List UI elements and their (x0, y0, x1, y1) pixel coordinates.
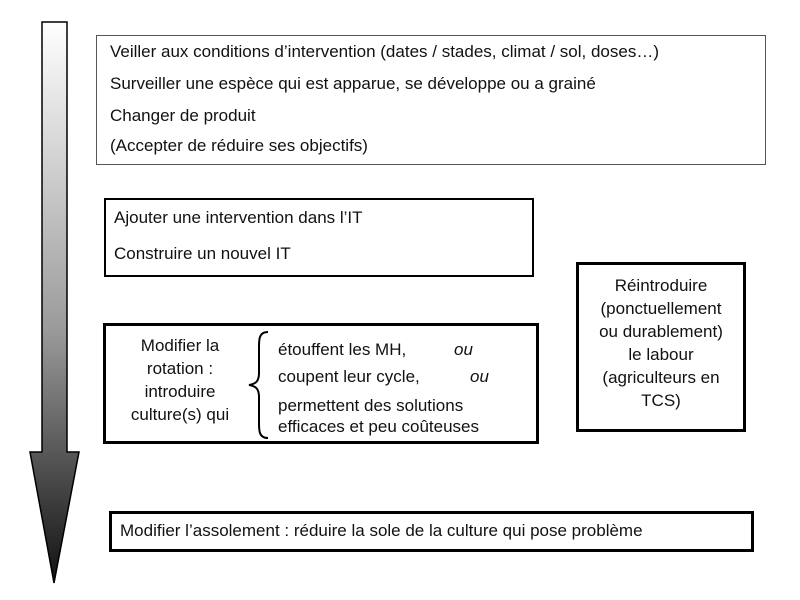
or-word-1: ou (454, 340, 473, 359)
conditions-line-1: Veiller aux conditions d’intervention (dates / stades, climat / sol, doses…) (110, 42, 659, 61)
labour-line-2: (ponctuellement (600, 299, 722, 318)
or-word-2: ou (470, 367, 489, 386)
labour-line-5: (agriculteurs en (602, 368, 720, 387)
labour-line-6: TCS) (641, 391, 681, 410)
labour-line-4: le labour (628, 345, 694, 364)
assolement-text: Modifier l’assolement : réduire la sole de la culture qui pose problème (120, 521, 643, 540)
rotation-item-2: coupent leur cycle, (278, 367, 420, 386)
rotation-box (103, 323, 539, 444)
rotation-item-3: permettent des solutions (278, 396, 464, 415)
labour-box (576, 262, 746, 432)
rotation-label-line-4: culture(s) qui (130, 405, 230, 424)
assolement-box (109, 511, 754, 552)
gradient-arrow (0, 0, 90, 600)
intervention-line-1: Ajouter une intervention dans l’IT (114, 208, 363, 227)
rotation-label-line-2: rotation : (146, 359, 214, 378)
labour-line-3: ou durablement) (599, 322, 723, 341)
conditions-box (96, 35, 766, 165)
conditions-line-3: Changer de produit (110, 106, 256, 125)
conditions-line-2: Surveiller une espèce qui est apparue, se développe ou a grainé (110, 74, 596, 93)
curly-brace (244, 329, 274, 441)
intervention-line-2: Construire un nouvel IT (114, 244, 291, 263)
rotation-item-4: efficaces et peu coûteuses (278, 417, 479, 436)
rotation-item-1: étouffent les MH, (278, 340, 407, 359)
labour-line-1: Réintroduire (614, 276, 708, 295)
rotation-label-line-1: Modifier la (140, 336, 220, 355)
rotation-label-line-3: introduire (144, 382, 216, 401)
intervention-box (104, 198, 534, 277)
labour-text (579, 274, 743, 412)
conditions-line-4: (Accepter de réduire ses objectifs) (110, 136, 368, 155)
rotation-label (110, 334, 250, 426)
arrow-shape (30, 22, 79, 583)
